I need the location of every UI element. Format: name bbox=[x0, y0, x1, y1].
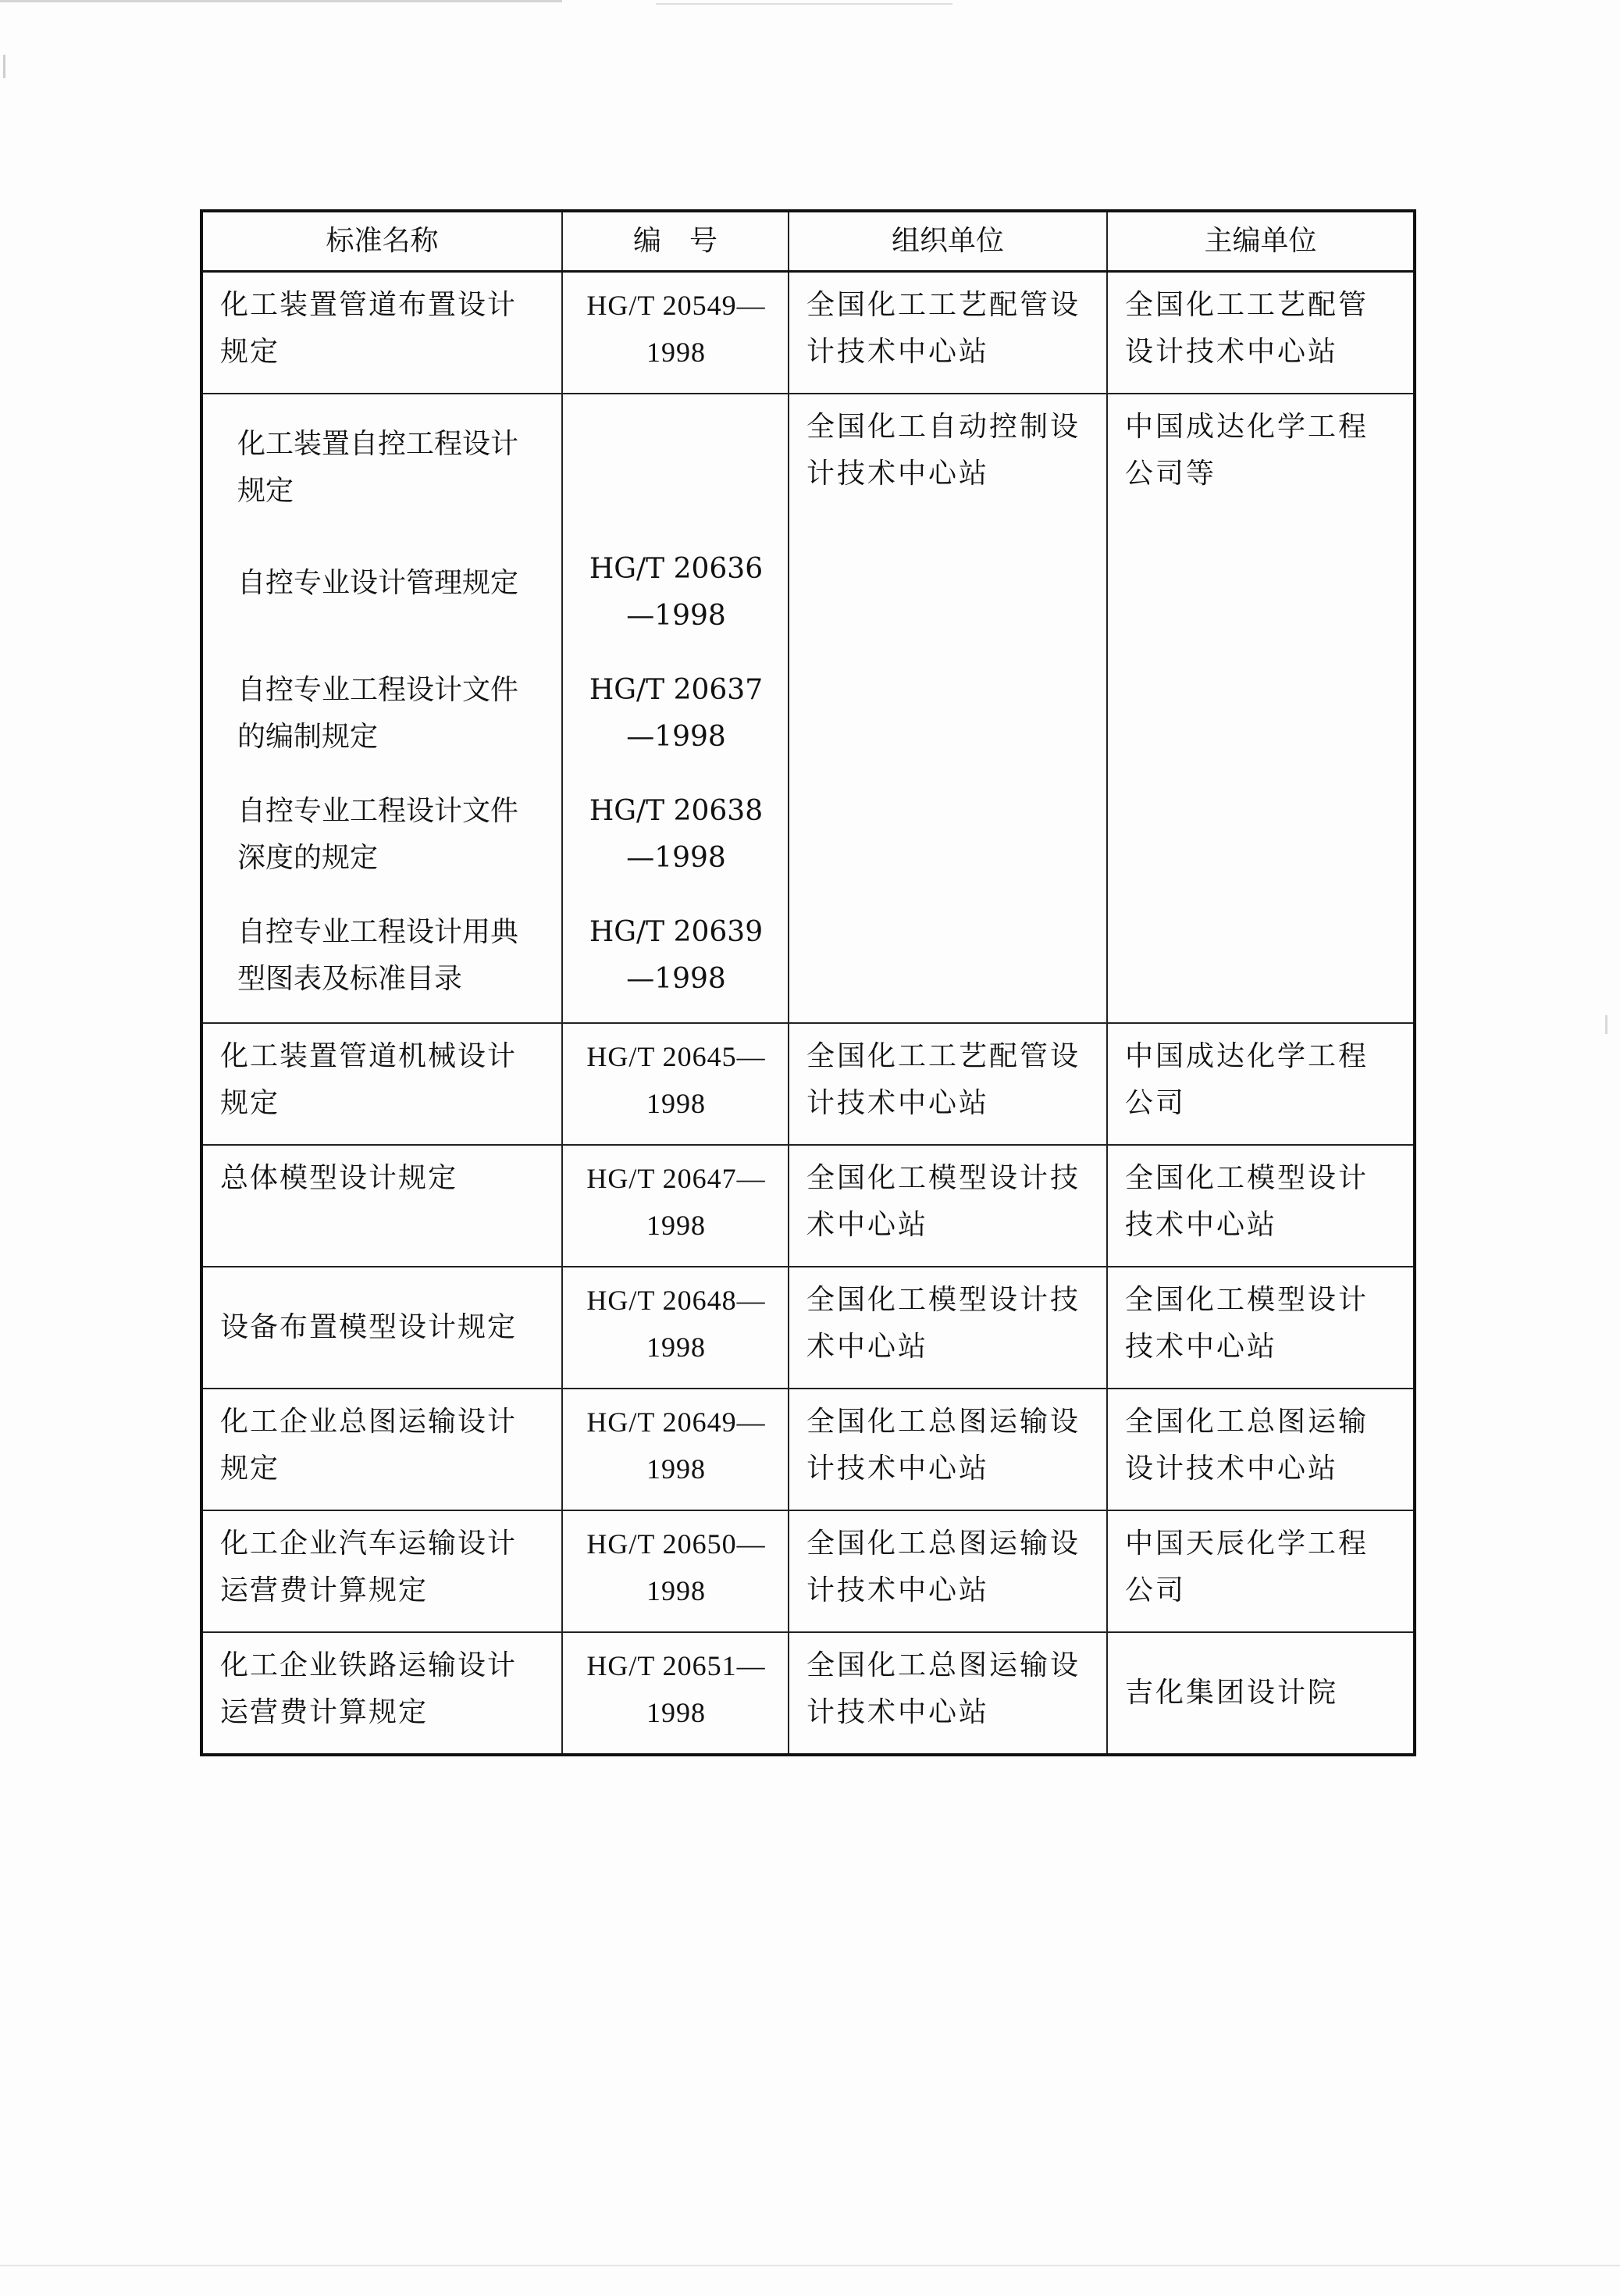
organizing-unit: 全国化工总图运输设计技术中心站 bbox=[789, 1389, 1107, 1510]
chief-editor-unit: 吉化集团设计院 bbox=[1107, 1632, 1415, 1755]
group-item-name: 自控专业工程设计文件深度的规定 bbox=[237, 795, 519, 874]
chief-editor-unit: 中国成达化学工程公司 bbox=[1107, 1023, 1415, 1145]
header-organizing-unit: 组织单位 bbox=[789, 211, 1107, 272]
group-item-code: HG/T 20638—1998 bbox=[589, 795, 764, 874]
table-row bbox=[201, 1023, 1415, 1145]
standard-name: 化工企业铁路运输设计运营费计算规定 bbox=[201, 1632, 562, 1755]
standard-code: HG/T 20648—1998 bbox=[562, 1267, 789, 1389]
table-row bbox=[201, 1632, 1415, 1755]
chief-editor-unit: 全国化工模型设计技术中心站 bbox=[1107, 1145, 1415, 1267]
group-item-name: 自控专业工程设计用典型图表及标准目录 bbox=[237, 916, 519, 995]
scan-edge-bottom bbox=[0, 2265, 1620, 2266]
group-item-name: 自控专业工程设计文件的编制规定 bbox=[237, 674, 519, 753]
standard-name: 总体模型设计规定 bbox=[201, 1145, 562, 1267]
group-item-name-text: 自控专业设计管理规定 bbox=[237, 567, 519, 599]
table-row bbox=[201, 1389, 1415, 1510]
standard-code: HG/T 20649—1998 bbox=[562, 1389, 789, 1510]
standard-code: HG/T 20650—1998 bbox=[562, 1510, 789, 1632]
standard-name: 设备布置模型设计规定 bbox=[201, 1267, 562, 1389]
group-names-cell bbox=[201, 394, 562, 1023]
chief-editor-unit: 全国化工总图运输设计技术中心站 bbox=[1107, 1389, 1415, 1510]
chief-editor-unit: 中国天辰化学工程公司 bbox=[1107, 1510, 1415, 1632]
standard-name: 化工装置管道机械设计规定 bbox=[201, 1023, 562, 1145]
group-item-code: HG/T 20639—1998 bbox=[589, 916, 764, 995]
table-row bbox=[201, 1145, 1415, 1267]
standard-code: HG/T 20549—1998 bbox=[562, 272, 789, 394]
header-standard-name: 标准名称 bbox=[201, 211, 562, 272]
organizing-unit: 全国化工总图运输设计技术中心站 bbox=[789, 1510, 1107, 1632]
standard-name: 化工企业汽车运输设计运营费计算规定 bbox=[201, 1510, 562, 1632]
table-row bbox=[201, 1267, 1415, 1389]
scan-edge-top bbox=[0, 0, 562, 2]
organizing-unit: 全国化工模型设计技术中心站 bbox=[789, 1267, 1107, 1389]
standard-code: HG/T 20647—1998 bbox=[562, 1145, 789, 1267]
table-row bbox=[201, 1510, 1415, 1632]
organizing-unit: 全国化工工艺配管设计技术中心站 bbox=[789, 1023, 1107, 1145]
group-item-code: HG/T 20637—1998 bbox=[589, 674, 764, 753]
standard-name: 化工装置管道布置设计规定 bbox=[201, 272, 562, 394]
table-row bbox=[201, 272, 1415, 394]
group-item-code bbox=[580, 404, 772, 529]
group-item-name: 化工装置自控工程设计规定 bbox=[237, 428, 519, 507]
standards-table bbox=[200, 209, 1416, 1756]
scan-edge-left bbox=[3, 55, 5, 78]
organizing-unit: 全国化工模型设计技术中心站 bbox=[789, 1145, 1107, 1267]
chief-editor-unit: 全国化工工艺配管设计技术中心站 bbox=[1107, 272, 1415, 394]
scan-edge-top-2 bbox=[656, 3, 952, 5]
organizing-unit: 全国化工总图运输设计技术中心站 bbox=[789, 1632, 1107, 1755]
header-chief-editor-unit: 主编单位 bbox=[1107, 211, 1415, 272]
group-item-name bbox=[220, 529, 546, 650]
organizing-unit: 全国化工自动控制设计技术中心站 bbox=[789, 394, 1107, 1023]
table-header-row bbox=[201, 211, 1415, 272]
standard-name: 化工企业总图运输设计规定 bbox=[201, 1389, 562, 1510]
chief-editor-unit: 中国成达化学工程公司等 bbox=[1107, 394, 1415, 1023]
standard-code: HG/T 20645—1998 bbox=[562, 1023, 789, 1145]
header-code: 编 号 bbox=[562, 211, 789, 272]
chief-editor-unit: 全国化工模型设计技术中心站 bbox=[1107, 1267, 1415, 1389]
scan-edge-right bbox=[1605, 1015, 1608, 1034]
group-item-code: HG/T 20636—1998 bbox=[589, 553, 764, 632]
table-row-group-instrumentation bbox=[201, 394, 1415, 1023]
group-codes-cell bbox=[562, 394, 789, 1023]
standard-code: HG/T 20651—1998 bbox=[562, 1632, 789, 1755]
organizing-unit: 全国化工工艺配管设计技术中心站 bbox=[789, 272, 1107, 394]
